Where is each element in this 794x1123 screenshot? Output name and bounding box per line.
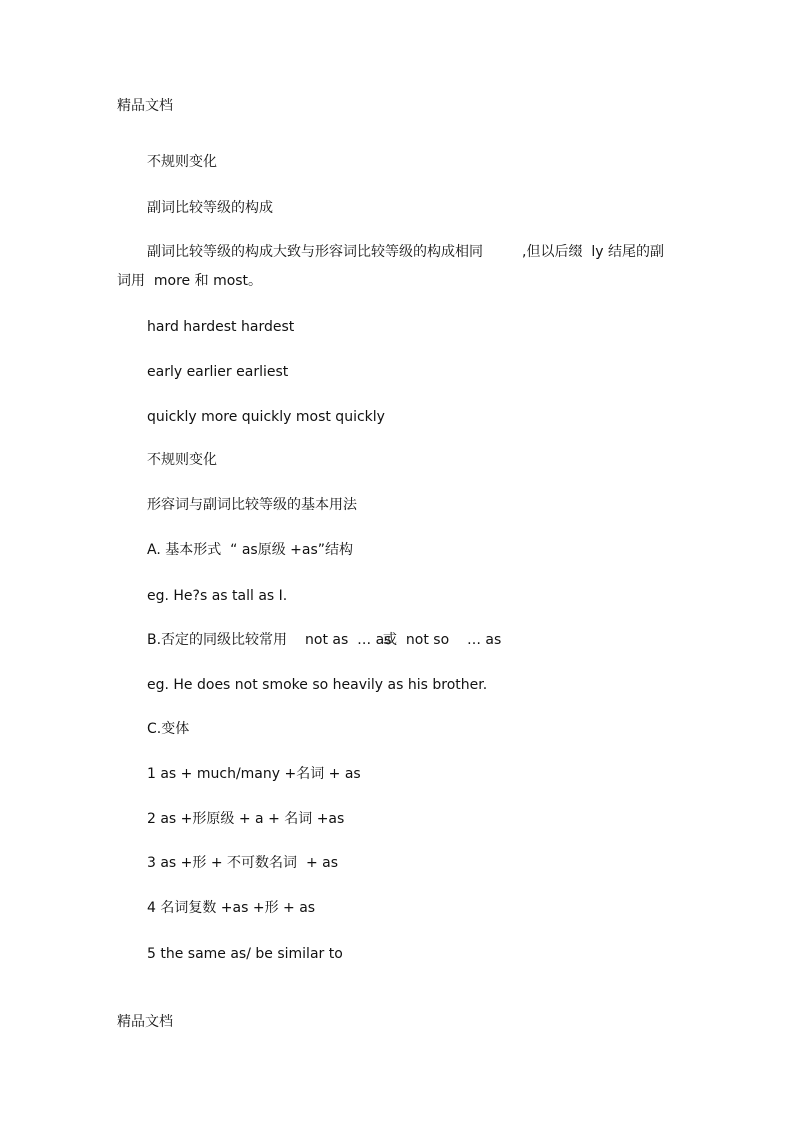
example-b: eg. He does not smoke so heavily as his brother. [147,677,488,693]
point-a: A. 基本形式 “ as原级 +as”结构 [147,542,354,558]
point-b-not-so: 或 not so … as [383,632,502,648]
paragraph-line-1a: 副词比较等级的构成大致与形容词比较等级的构成相同 [147,244,483,260]
variant-2: 2 as +形原级 + a + 名词 +as [147,811,345,827]
point-b-not-as: not as … as [305,632,392,648]
heading-irregular-2: 不规则变化 [147,452,217,468]
point-c: C.变体 [147,721,190,737]
page-footer: 精品文档 [117,1014,173,1030]
example-hard: hard hardest hardest [147,319,295,335]
heading-adverb-formation: 副词比较等级的构成 [147,200,273,216]
example-a: eg. He?s as tall as I. [147,588,288,604]
heading-irregular-1: 不规则变化 [147,154,217,170]
example-early: early earlier earliest [147,364,289,380]
page-header: 精品文档 [117,98,173,114]
heading-basic-usage: 形容词与副词比较等级的基本用法 [147,497,357,513]
example-quickly: quickly more quickly most quickly [147,409,385,425]
variant-4: 4 名词复数 +as +形 + as [147,900,316,916]
paragraph-line-2: 词用 more 和 most。 [117,273,263,289]
variant-1: 1 as + much/many +名词 + as [147,766,361,782]
paragraph-line-1b: ,但以后缀 ly 结尾的副 [522,244,664,260]
point-b-label: B.否定的同级比较常用 [147,632,288,648]
variant-3: 3 as +形 + 不可数名词 + as [147,855,338,871]
variant-5: 5 the same as/ be similar to [147,946,343,962]
